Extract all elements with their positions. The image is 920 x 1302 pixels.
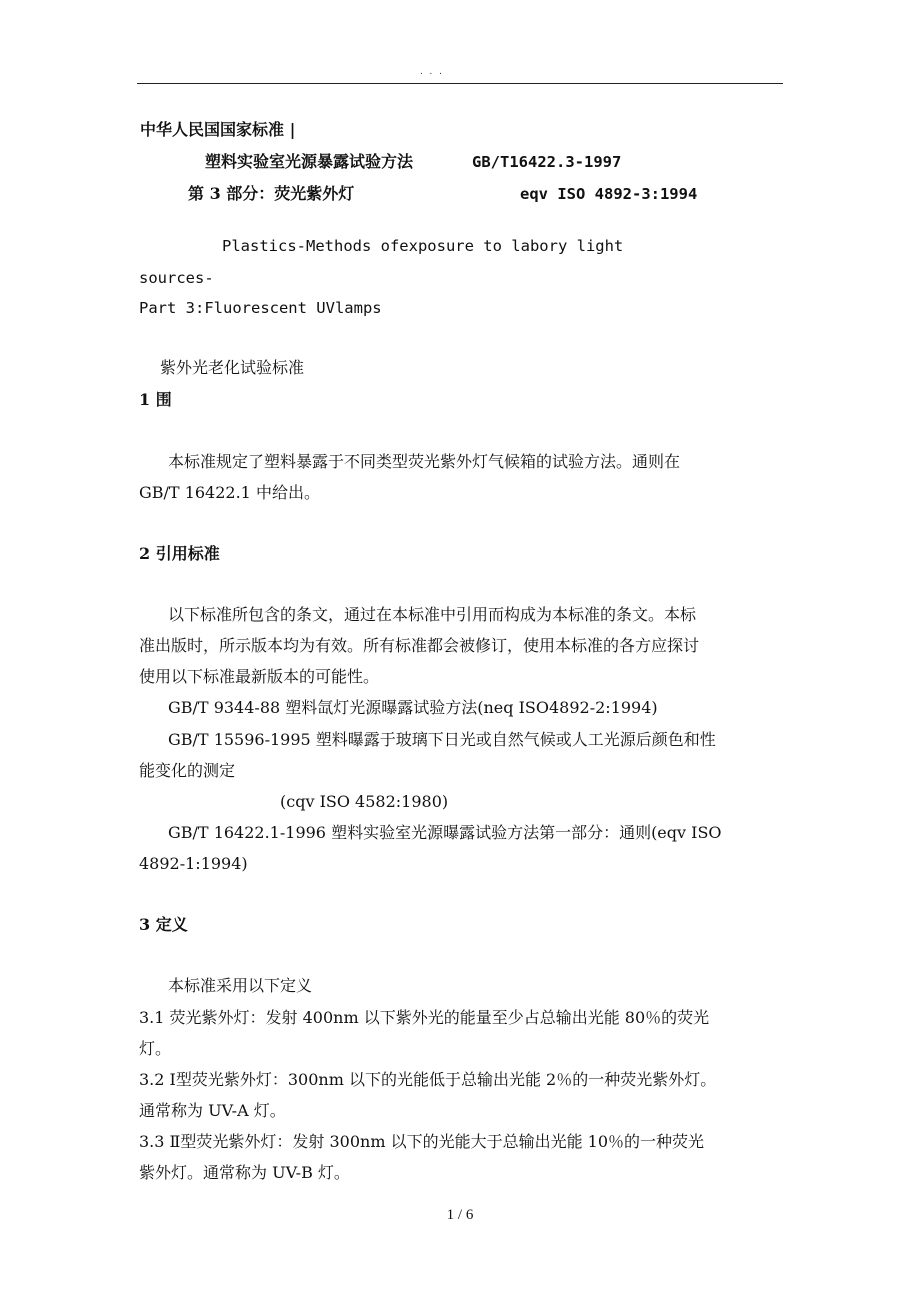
section-2-heading: 2 引用标准: [139, 544, 220, 563]
standard-part-title: 第 3 部分：荧光紫外灯: [188, 184, 355, 203]
section-2-paragraph-line-1: 以下标准所包含的条文，通过在本标准中引用而构成为本标准的条文。本标: [168, 605, 697, 624]
english-title-line-1: Plastics-Methods ofexposure to labory light: [222, 237, 624, 255]
definition-3-1-line-1: 3.1 荧光紫外灯：发射 400nm 以下紫外光的能量至少占总输出光能 80％的荧光: [139, 1008, 710, 1027]
section-1-paragraph-line-2: GB/T 16422.1 中给出。: [139, 483, 320, 502]
section-3-intro: 本标准采用以下定义: [168, 976, 313, 995]
definition-3-2-line-1: 3.2 Ⅰ型荧光紫外灯：300nm 以下的光能低于总输出光能 2％的一种荧光紫外灯。: [139, 1070, 717, 1089]
definition-3-2-line-2: 通常称为 UV-A 灯。: [139, 1101, 286, 1120]
english-title-line-2: sources-: [139, 269, 214, 287]
definition-3-3-line-2: 紫外灯。通常称为 UV-B 灯。: [139, 1163, 350, 1182]
page-number: 1 / 6: [446, 1207, 474, 1223]
standard-caption: 中华人民国国家标准 |: [140, 120, 296, 139]
reference-3-line-2: 4892-1:1994): [139, 854, 248, 873]
header-rule: [137, 83, 783, 84]
section-1-paragraph-line-1: 本标准规定了塑料暴露于不同类型荧光紫外灯气候箱的试验方法。通则在: [168, 452, 681, 471]
definition-3-1-line-2: 灯。: [139, 1039, 172, 1058]
section-2-paragraph-line-3: 使用以下标准最新版本的可能性。: [139, 667, 380, 686]
section-3-heading: 3 定义: [139, 915, 188, 934]
standard-title: 塑料实验室光源暴露试验方法: [205, 152, 414, 171]
section-2-paragraph-line-2: 准出版时，所示版本均为有效。所有标准都会被修订，使用本标准的各方应探讨: [139, 636, 700, 655]
reference-2-line-2: 能变化的测定: [139, 761, 236, 780]
reference-1: GB/T 9344-88 塑料氙灯光源曝露试验方法(neq ISO4892-2:1994): [168, 698, 658, 717]
section-1-heading: 1 围: [139, 390, 172, 409]
reference-2-line-1: GB/T 15596-1995 塑料曝露于玻璃下日光或自然气候或人工光源后颜色和性: [168, 730, 716, 749]
reference-3-line-1: GB/T 16422.1-1996 塑料实验室光源曝露试验方法第一部分：通则(eqv ISO: [168, 823, 722, 842]
english-title-line-3: Part 3:Fluorescent UVlamps: [139, 299, 382, 317]
definition-3-3-line-1: 3.3 Ⅱ型荧光紫外灯：发射 300nm 以下的光能大于总输出光能 10％的一种荧光: [139, 1132, 705, 1151]
standard-number: GB/T16422.3-1997: [472, 153, 622, 171]
reference-2-line-3: (cqv ISO 4582:1980): [280, 792, 449, 811]
document-subtitle: 紫外光老化试验标准: [160, 358, 305, 377]
standard-equivalence: eqv ISO 4892-3:1994: [520, 185, 698, 203]
header-dots: . . .: [420, 66, 444, 77]
